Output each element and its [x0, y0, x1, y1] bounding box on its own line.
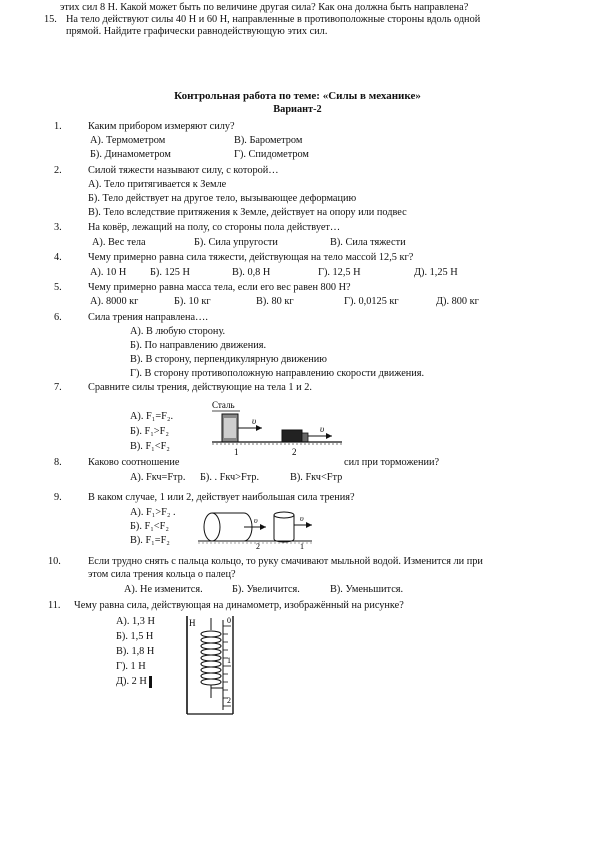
answer-option: Б). По направлению движения. [130, 340, 267, 351]
question-4-text: Чему примерно равна сила тяжести, действующая на тело массой 12,5 кг? [88, 252, 414, 263]
q15-text-line1: На тело действуют силы 40 Н и 60 Н, направленные в противоположные стороны вдоль одной [66, 14, 481, 25]
answer-option: Б). 1,5 Н [116, 631, 154, 642]
question-number: 9. [54, 492, 62, 503]
svg-text:υ: υ [320, 424, 325, 434]
answer-option: Б). 10 кг [174, 296, 211, 307]
answer-option: Д). 800 кг [436, 296, 479, 307]
answer-option: А). 10 Н [90, 267, 127, 278]
question-5-text: Чему примерно равна масса тела, если его вес равен 800 Н? [88, 282, 351, 293]
answer-option: В). Сила тяжести [330, 237, 406, 248]
answer-option: Д). 1,25 Н [414, 267, 458, 278]
intro-line: этих сил 8 Н. Какой может быть по величине другая сила? Как она должна быть направлена? [60, 2, 469, 13]
question-number: 1. [54, 121, 62, 132]
text-cursor [149, 676, 152, 688]
answer-option: Б). Увеличится. [232, 584, 300, 595]
question-3-text: На ковёр, лежащий на полу, со стороны пола действует… [88, 222, 341, 233]
answer-option: Б). Тело действует на другое тело, вызывающее деформацию [88, 193, 357, 204]
scale-one-label: 1 [227, 656, 231, 665]
question-number: 3. [54, 222, 62, 233]
question-7-text: Сравните силы трения, действующие на тела 1 и 2. [88, 382, 312, 393]
answer-option: Г). 1 Н [116, 661, 146, 672]
figure-body-1-label: 1 [234, 447, 239, 457]
answer-option: Б). Динамометром [90, 149, 171, 160]
scale-zero-label: 0 [227, 616, 231, 625]
answer-option: В). Уменьшится. [330, 584, 404, 595]
question-6-text: Сила трения направлена…. [88, 312, 208, 323]
figure-label-steel: Сталь [212, 400, 235, 410]
answer-option: А). Не изменится. [124, 584, 203, 595]
friction-blocks-figure [208, 396, 348, 458]
unit-label: Н [189, 618, 196, 628]
answer-option: А). 8000 кг [90, 296, 139, 307]
figure-body-2-label: 2 [292, 447, 297, 457]
question-number: 7. [54, 382, 62, 393]
answer-option: В). В сторону, перпендикулярную движению [130, 354, 327, 365]
answer-option: Д). 2 Н [116, 676, 147, 687]
svg-text:υ: υ [252, 416, 257, 426]
answer-option: А). Тело притягивается к Земле [88, 179, 227, 190]
answer-option: В). Fкч<Fтр [290, 472, 343, 483]
answer-option: А). F₁=F₂. [130, 411, 174, 422]
answer-option: А). В любую сторону. [130, 326, 226, 337]
answer-option: В). 0,8 Н [232, 267, 271, 278]
q15-number: 15. [44, 14, 57, 25]
answer-option: Б). . Fкч>Fтр. [200, 472, 260, 483]
answer-option: В). 1,8 Н [116, 646, 155, 657]
answer-option: В). Тело вследствие притяжения к Земле, действует на опору или подвес [88, 207, 407, 218]
answer-option: Б). 125 Н [150, 267, 190, 278]
answer-option: Б). F₁<F₂ [130, 521, 169, 532]
answer-option: В). Барометром [234, 135, 303, 146]
question-1-text: Каким прибором измеряют силу? [88, 121, 235, 132]
svg-text:υ: υ [300, 514, 304, 523]
question-number: 10. [48, 556, 61, 567]
answer-option: А). Вес тела [92, 237, 146, 248]
question-10-text-line2: этом сила трения кольца о палец? [88, 569, 236, 580]
question-number: 6. [54, 312, 62, 323]
answer-option: Б). Сила упругости [194, 237, 278, 248]
answer-option: А). 1,3 Н [116, 616, 155, 627]
question-number: 11. [48, 600, 61, 611]
svg-text:1: 1 [300, 542, 304, 549]
question-9-text: В каком случае, 1 или 2, действует наибольшая сила трения? [88, 492, 355, 503]
q15-text-line2: прямой. Найдите графически равнодействующую этих сил. [66, 26, 328, 37]
answer-option: В). F₁=F₂ [130, 535, 170, 546]
question-10-text-line1: Если трудно снять с пальца кольцо, то руку смачивают мыльной водой. Изменится ли при [88, 556, 483, 567]
question-8-text-end: сил при торможении? [344, 457, 440, 468]
question-number: 8. [54, 457, 62, 468]
answer-option: Г). Спидометром [234, 149, 309, 160]
variant-label: Вариант-2 [273, 104, 322, 115]
rolling-vs-sliding-figure [196, 503, 316, 549]
question-number: 2. [54, 165, 62, 176]
question-2-text: Силой тяжести называют силу, с которой… [88, 165, 279, 176]
answer-option: Г). 0,0125 кг [344, 296, 399, 307]
question-11-text: Чему равна сила, действующая на динамометр, изображённый на рисунке? [74, 600, 404, 611]
answer-option: В). 80 кг [256, 296, 294, 307]
question-number: 5. [54, 282, 62, 293]
answer-option: Г). 12,5 Н [318, 267, 361, 278]
answer-option: Б). F₁>F₂ [130, 426, 169, 437]
answer-option: А). F₁>F₂ . [130, 507, 176, 518]
answer-option: А). Термометром [90, 135, 166, 146]
answer-option: Г). В сторону противоположную направлению скорости движения. [130, 368, 425, 379]
question-8-text-start: Каково соотношение [88, 457, 180, 468]
answer-option: А). Fкч=Fтр. [130, 472, 186, 483]
scale-two-label: 2 [227, 696, 231, 705]
answer-option: В). F₁<F₂ [130, 441, 170, 452]
svg-text:υ: υ [254, 516, 258, 525]
page-title: Контрольная работа по теме: «Силы в механике» [174, 90, 421, 102]
question-number: 4. [54, 252, 62, 263]
svg-text:2: 2 [256, 542, 260, 549]
dynamometer-figure [183, 612, 243, 720]
